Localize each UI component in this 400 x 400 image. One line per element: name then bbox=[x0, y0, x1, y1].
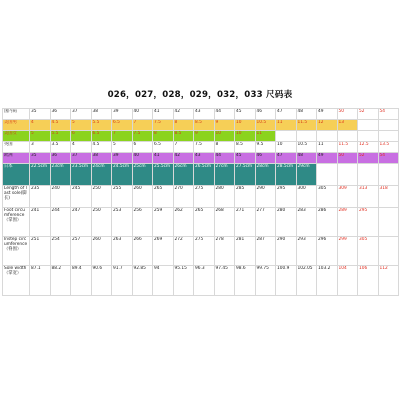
table-cell: 43 bbox=[194, 153, 215, 164]
table-cell: 10.5 bbox=[296, 142, 317, 153]
table-cell: 253 bbox=[112, 208, 133, 237]
table-cell bbox=[378, 164, 399, 186]
table-cell bbox=[276, 131, 297, 142]
table-cell: 112 bbox=[378, 266, 399, 296]
table-cell: 37 bbox=[71, 153, 92, 164]
table-cell: 278 bbox=[214, 237, 235, 266]
table-cell: 45 bbox=[235, 153, 256, 164]
table-cell: 289 bbox=[337, 208, 358, 237]
table-cell: 280 bbox=[276, 208, 297, 237]
table-cell: 5.5 bbox=[50, 131, 71, 142]
table-cell: 313 bbox=[358, 186, 379, 208]
table-row bbox=[3, 208, 399, 237]
table-cell bbox=[378, 237, 399, 266]
table-cell: 44 bbox=[214, 109, 235, 120]
table-row bbox=[3, 237, 399, 266]
table-cell: 11 bbox=[255, 131, 276, 142]
table-cell: 23cm bbox=[50, 164, 71, 186]
table-cell: 5.5 bbox=[91, 120, 112, 131]
row-label: Length of last sole(脚长) bbox=[3, 186, 30, 208]
table-cell: 305 bbox=[358, 237, 379, 266]
row-label: 美国男 bbox=[3, 120, 30, 131]
table-cell: 259 bbox=[153, 208, 174, 237]
table-cell: 254 bbox=[50, 237, 71, 266]
table-cell: 26.5cm bbox=[194, 164, 215, 186]
table-cell: 268 bbox=[214, 208, 235, 237]
table-cell: 28cm bbox=[255, 164, 276, 186]
table-cell: 44 bbox=[214, 153, 235, 164]
table-cell bbox=[317, 164, 338, 186]
table-cell: 99.75 bbox=[255, 266, 276, 296]
table-cell: 11.5 bbox=[337, 142, 358, 153]
table-cell: 10.5 bbox=[255, 120, 276, 131]
table-cell: 272 bbox=[173, 237, 194, 266]
table-cell: 7.5 bbox=[153, 120, 174, 131]
table-cell: 275 bbox=[194, 237, 215, 266]
table-cell: 27cm bbox=[214, 164, 235, 186]
table-cell: 40 bbox=[132, 109, 153, 120]
table-cell: 6 bbox=[132, 142, 153, 153]
table-cell: 309 bbox=[337, 186, 358, 208]
table-cell: 42 bbox=[173, 109, 194, 120]
table-cell: 257 bbox=[71, 237, 92, 266]
table-cell bbox=[358, 120, 379, 131]
table-cell: 39 bbox=[112, 153, 133, 164]
table-cell: 49 bbox=[317, 153, 338, 164]
row-label: 英国 bbox=[3, 142, 30, 153]
table-cell: 48 bbox=[296, 153, 317, 164]
page-title: 026，027，028，029，032，033 尺码表 bbox=[107, 90, 293, 100]
table-cell: 88.2 bbox=[50, 266, 71, 296]
table-cell: 47 bbox=[276, 109, 297, 120]
table-cell: 24.5cm bbox=[112, 164, 133, 186]
table-cell: 40 bbox=[132, 153, 153, 164]
table-cell: 280 bbox=[214, 186, 235, 208]
size-chart-table bbox=[2, 108, 399, 296]
table-cell: 277 bbox=[255, 208, 276, 237]
table-cell: 275 bbox=[194, 186, 215, 208]
table-cell: 270 bbox=[173, 186, 194, 208]
table-cell: 251 bbox=[30, 237, 51, 266]
table-cell: 38 bbox=[91, 153, 112, 164]
table-cell: 35 bbox=[30, 109, 51, 120]
table-cell: 54 bbox=[378, 153, 399, 164]
table-cell: 36 bbox=[50, 109, 71, 120]
table-cell: 89.4 bbox=[71, 266, 92, 296]
table-cell bbox=[378, 120, 399, 131]
table-cell: 103.2 bbox=[317, 266, 338, 296]
table-cell: 295 bbox=[276, 186, 297, 208]
table-row bbox=[3, 153, 399, 164]
row-label: Sole width（掌宽） bbox=[3, 266, 30, 296]
table-cell: 4 bbox=[71, 142, 92, 153]
table-cell: 6 bbox=[71, 131, 92, 142]
table-cell: 5 bbox=[71, 120, 92, 131]
table-cell: 290 bbox=[255, 186, 276, 208]
table-cell: 8 bbox=[173, 120, 194, 131]
table-cell: 95.15 bbox=[173, 266, 194, 296]
table-cell: 8 bbox=[153, 131, 174, 142]
table-cell: 12 bbox=[317, 120, 338, 131]
table-cell: 256 bbox=[132, 208, 153, 237]
table-cell: 286 bbox=[317, 208, 338, 237]
table-cell: 3 bbox=[30, 142, 51, 153]
table-cell: 22.5cm bbox=[30, 164, 51, 186]
table-cell: 10 bbox=[235, 120, 256, 131]
table-cell: 41 bbox=[153, 109, 174, 120]
table-cell: 260 bbox=[91, 237, 112, 266]
table-cell: 9 bbox=[194, 131, 215, 142]
table-cell: 12.5 bbox=[358, 142, 379, 153]
table-cell bbox=[317, 131, 338, 142]
table-cell: 240 bbox=[50, 186, 71, 208]
table-cell: 50 bbox=[337, 109, 358, 120]
table-cell: 235 bbox=[30, 186, 51, 208]
table-cell: 255 bbox=[112, 186, 133, 208]
row-label: 日本 bbox=[3, 164, 30, 186]
table-cell bbox=[337, 164, 358, 186]
table-cell: 250 bbox=[91, 186, 112, 208]
table-cell: 46 bbox=[255, 109, 276, 120]
table-cell: 7 bbox=[173, 142, 194, 153]
table-cell: 290 bbox=[276, 237, 297, 266]
table-cell: 296 bbox=[317, 237, 338, 266]
table-row bbox=[3, 109, 399, 120]
table-cell: 293 bbox=[296, 237, 317, 266]
table-cell: 8.5 bbox=[194, 120, 215, 131]
table-cell: 87.1 bbox=[30, 266, 51, 296]
table-cell bbox=[378, 131, 399, 142]
table-cell: 29cm bbox=[296, 164, 317, 186]
table-cell: 318 bbox=[378, 186, 399, 208]
table-cell bbox=[378, 208, 399, 237]
table-cell: 6.5 bbox=[153, 142, 174, 153]
table-cell: 4 bbox=[30, 120, 51, 131]
row-label: Foot circumference（掌围） bbox=[3, 208, 30, 237]
table-cell: 50 bbox=[337, 153, 358, 164]
table-cell: 245 bbox=[71, 186, 92, 208]
table-cell: 285 bbox=[235, 186, 256, 208]
table-cell: 244 bbox=[50, 208, 71, 237]
table-cell: 3.5 bbox=[50, 142, 71, 153]
table-cell: 266 bbox=[132, 237, 153, 266]
table-cell: 287 bbox=[255, 237, 276, 266]
row-label: Instep circumference（脊围） bbox=[3, 237, 30, 266]
table-cell: 265 bbox=[194, 208, 215, 237]
table-cell: 52 bbox=[358, 153, 379, 164]
table-cell: 28.5cm bbox=[276, 164, 297, 186]
table-cell: 35 bbox=[30, 153, 51, 164]
table-cell: 54 bbox=[378, 109, 399, 120]
table-cell: 6.5 bbox=[112, 120, 133, 131]
table-cell: 102.05 bbox=[296, 266, 317, 296]
table-row bbox=[3, 164, 399, 186]
table-cell: 13 bbox=[337, 120, 358, 131]
table-cell: 283 bbox=[296, 208, 317, 237]
table-cell: 10 bbox=[276, 142, 297, 153]
table-cell: 265 bbox=[153, 186, 174, 208]
table-cell: 26cm bbox=[173, 164, 194, 186]
table-cell: 9.5 bbox=[255, 142, 276, 153]
table-cell: 271 bbox=[235, 208, 256, 237]
table-cell: 281 bbox=[235, 237, 256, 266]
table-cell: 36 bbox=[50, 153, 71, 164]
table-row bbox=[3, 266, 399, 296]
table-cell: 263 bbox=[112, 237, 133, 266]
table-cell: 48 bbox=[296, 109, 317, 120]
table-cell: 8.5 bbox=[235, 142, 256, 153]
table-cell: 6.5 bbox=[91, 131, 112, 142]
table-cell: 47 bbox=[276, 153, 297, 164]
table-cell: 5 bbox=[112, 142, 133, 153]
table-cell: 7 bbox=[132, 120, 153, 131]
table-cell: 9 bbox=[214, 120, 235, 131]
table-cell bbox=[296, 131, 317, 142]
table-cell: 8 bbox=[214, 142, 235, 153]
table-cell: 43 bbox=[194, 109, 215, 120]
table-cell: 7.5 bbox=[132, 131, 153, 142]
table-row bbox=[3, 131, 399, 142]
table-cell: 27.5cm bbox=[235, 164, 256, 186]
table-cell: 41 bbox=[153, 153, 174, 164]
table-cell: 25cm bbox=[132, 164, 153, 186]
table-cell: 100.9 bbox=[276, 266, 297, 296]
table-cell: 11 bbox=[276, 120, 297, 131]
table-cell: 295 bbox=[358, 208, 379, 237]
table-cell bbox=[358, 131, 379, 142]
table-cell bbox=[358, 164, 379, 186]
table-cell: 260 bbox=[132, 186, 153, 208]
table-cell: 24cm bbox=[91, 164, 112, 186]
table-row bbox=[3, 186, 399, 208]
table-cell: 96.3 bbox=[194, 266, 215, 296]
table-cell: 106 bbox=[358, 266, 379, 296]
table-cell: 300 bbox=[296, 186, 317, 208]
table-cell: 305 bbox=[317, 186, 338, 208]
table-cell: 42 bbox=[173, 153, 194, 164]
table-cell: 7 bbox=[112, 131, 133, 142]
table-cell: 97.45 bbox=[214, 266, 235, 296]
table-cell: 10 bbox=[214, 131, 235, 142]
table-cell: 262 bbox=[173, 208, 194, 237]
table-cell: 269 bbox=[153, 237, 174, 266]
table-cell: 38 bbox=[91, 109, 112, 120]
table-cell: 299 bbox=[337, 237, 358, 266]
table-cell: 98.6 bbox=[235, 266, 256, 296]
table-cell: 39 bbox=[112, 109, 133, 120]
table-cell: 104 bbox=[337, 266, 358, 296]
table-cell: 92.85 bbox=[132, 266, 153, 296]
table-cell: 49 bbox=[317, 109, 338, 120]
table-cell bbox=[337, 131, 358, 142]
table-cell: 250 bbox=[91, 208, 112, 237]
table-cell: 241 bbox=[30, 208, 51, 237]
table-cell: 25.5cm bbox=[153, 164, 174, 186]
table-row bbox=[3, 142, 399, 153]
table-cell: 52 bbox=[358, 109, 379, 120]
table-cell: 91.7 bbox=[112, 266, 133, 296]
table-cell: 11 bbox=[317, 142, 338, 153]
table-cell: 37 bbox=[71, 109, 92, 120]
table-cell: 13.5 bbox=[378, 142, 399, 153]
table-cell: 46 bbox=[255, 153, 276, 164]
table-cell: 8.5 bbox=[173, 131, 194, 142]
table-cell: 94 bbox=[153, 266, 174, 296]
table-cell: 11.5 bbox=[296, 120, 317, 131]
table-cell: 23.5cm bbox=[71, 164, 92, 186]
table-cell: 4.5 bbox=[50, 120, 71, 131]
table-cell: 4.5 bbox=[91, 142, 112, 153]
table-cell: 90.6 bbox=[91, 266, 112, 296]
row-label: 国内码 bbox=[3, 109, 30, 120]
row-label: 美国女 bbox=[3, 131, 30, 142]
table-cell: 5 bbox=[30, 131, 51, 142]
table-row bbox=[3, 120, 399, 131]
table-cell: 10 bbox=[235, 131, 256, 142]
table-cell: 45 bbox=[235, 109, 256, 120]
table-cell: 7.5 bbox=[194, 142, 215, 153]
table-cell: 247 bbox=[71, 208, 92, 237]
row-label: 欧洲 bbox=[3, 153, 30, 164]
